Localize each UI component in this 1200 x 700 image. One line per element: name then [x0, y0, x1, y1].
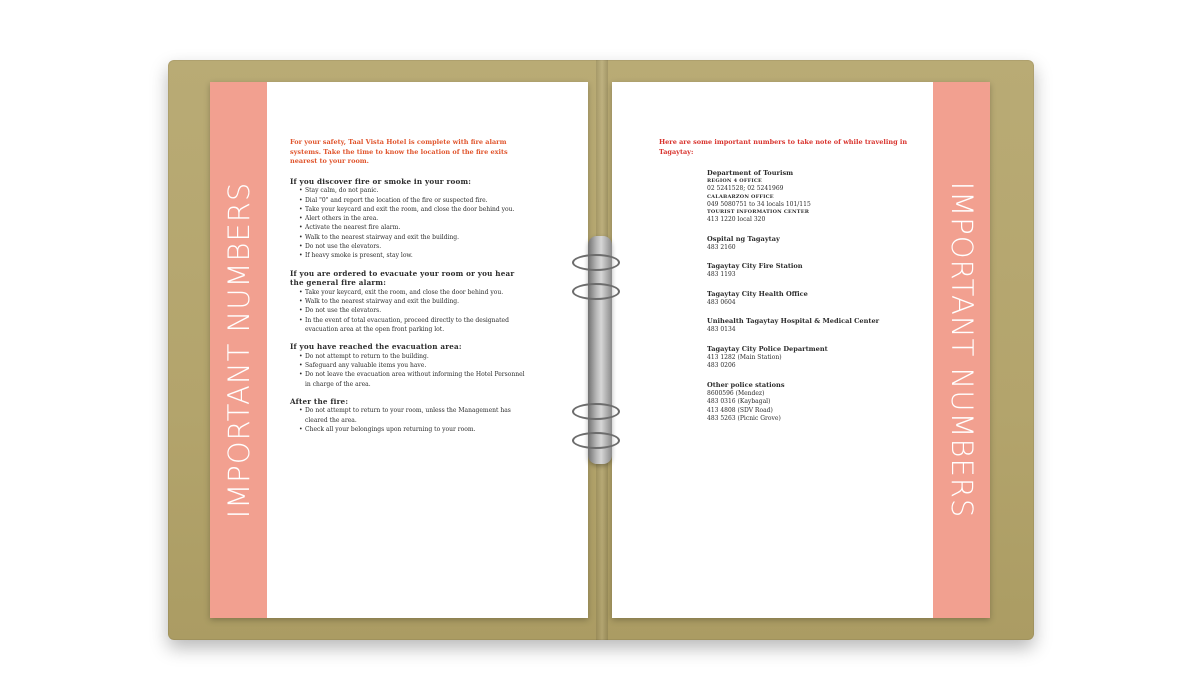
numbers-intro: Here are some important numbers to take note of while traveling in Tagaytay: — [659, 138, 908, 156]
contact-name: Tagaytay City Health Office — [707, 289, 808, 298]
instruction-item: • If heavy smoke is present, stay low. — [300, 251, 526, 260]
contact-phone-number: 483 0316 (Kaybagal) — [707, 398, 771, 406]
instruction-item: • Take your keycard, exit the room, and close the door behind you. — [300, 288, 526, 297]
contact-name: Unihealth Tagaytay Hospital & Medical Center — [707, 317, 880, 326]
instruction-list — [290, 352, 526, 389]
fire-safety-instructions — [290, 138, 526, 442]
contact-office-label: CALABARZON OFFICE — [707, 193, 774, 200]
contact-phone-number: 413 1220 local 320 — [707, 216, 766, 224]
contact-name: Tagaytay City Fire Station — [707, 262, 803, 271]
instruction-item: • Activate the nearest fire alarm. — [300, 223, 526, 232]
contact-entry — [707, 316, 909, 335]
right-side-band — [933, 82, 990, 618]
binder-ring — [572, 283, 620, 300]
binder-ring — [572, 432, 620, 449]
instruction-sections — [290, 177, 526, 434]
right-band-title: IMPORTANT NUMBERS — [944, 181, 979, 519]
contact-phone-number: 483 0134 — [707, 326, 736, 334]
instruction-list — [290, 406, 526, 434]
contact-name: Department of Tourism — [707, 169, 794, 178]
contact-phone-number: 02 5241528; 02 5241969 — [707, 185, 784, 193]
section-heading: If you have reached the evacuation area: — [290, 342, 462, 352]
instruction-item: • Take your keycard and exit the room, and close the door behind you. — [300, 205, 526, 214]
instruction-item: • Safeguard any valuable items you have. — [300, 361, 526, 370]
right-page — [612, 82, 990, 618]
safety-intro: For your safety, Taal Vista Hotel is complete with fire alarm systems. Take the time to know the location of the fire exits nearest to your room. — [290, 138, 508, 166]
instruction-item: • Do not use the elevators. — [300, 242, 526, 251]
left-page — [210, 82, 588, 618]
section-heading: If you discover fire or smoke in your room: — [290, 176, 472, 186]
contact-name: Other police stations — [707, 380, 785, 389]
instruction-item: • Check all your belongings upon returning to your room. — [300, 425, 526, 434]
binder-ring — [572, 403, 620, 420]
contact-office-label: TOURIST INFORMATION CENTER — [707, 209, 810, 216]
contact-phone-number: 413 1282 (Main Station) — [707, 353, 782, 361]
contact-phone-number: 483 5263 (Picnic Grove) — [707, 415, 781, 423]
contact-name: Ospital ng Tagaytay — [707, 234, 780, 243]
instruction-item: • Alert others in the area. — [300, 214, 526, 223]
contact-entry — [707, 380, 909, 424]
contact-phone-number: 8600596 (Mendez) — [707, 389, 765, 397]
contact-office-label: REGION 4 OFFICE — [707, 178, 763, 185]
contact-phone-number: 413 4808 (SDV Road) — [707, 406, 773, 414]
instruction-item: • Do not attempt to return to the building. — [300, 352, 526, 361]
important-numbers-list — [659, 138, 909, 433]
contact-entry — [707, 168, 909, 225]
contacts-list — [707, 168, 909, 424]
instruction-list — [290, 288, 526, 334]
instruction-item: • Do not use the elevators. — [300, 306, 526, 315]
instruction-list — [290, 186, 526, 260]
contact-phone-number: 483 1193 — [707, 271, 736, 279]
instruction-item: • Do not attempt to return to your room, unless the Management has cleared the area. — [300, 406, 526, 425]
contact-phone-number: 483 0604 — [707, 298, 736, 306]
instruction-item: • Do not leave the evacuation area without informing the Hotel Personnel in charge of the area. — [300, 370, 526, 389]
contact-phone-number: 483 2160 — [707, 243, 736, 251]
left-band-title: IMPORTANT NUMBERS — [221, 181, 256, 519]
instruction-item: • Walk to the nearest stairway and exit the building. — [300, 233, 526, 242]
instruction-item: • In the event of total evacuation, proceed directly to the designated evacuation area at the open front parking lot. — [300, 316, 526, 335]
contact-entry — [707, 234, 909, 253]
section-heading: If you are ordered to evacuate your room or you hear the general fire alarm: — [290, 268, 515, 288]
instruction-item: • Dial "0" and report the location of the fire or suspected fire. — [300, 196, 526, 205]
contact-name: Tagaytay City Police Department — [707, 344, 828, 353]
section-heading: After the fire: — [290, 396, 349, 406]
instruction-item: • Walk to the nearest stairway and exit the building. — [300, 297, 526, 306]
contact-entry — [707, 261, 909, 280]
binder-ring — [572, 254, 620, 271]
contact-entry — [707, 289, 909, 308]
left-side-band — [210, 82, 267, 618]
instruction-item: • Stay calm, do not panic. — [300, 186, 526, 195]
contact-phone-number: 483 0206 — [707, 362, 736, 370]
contact-phone-number: 049 5080751 to 34 locals 101/115 — [707, 200, 811, 208]
contact-entry — [707, 344, 909, 371]
